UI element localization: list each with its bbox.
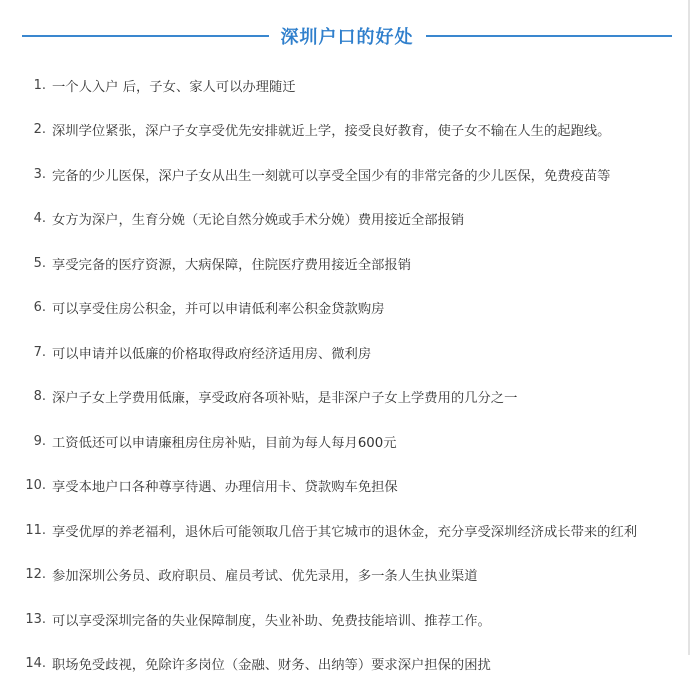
item-number: 5. (0, 256, 52, 271)
item-number: 1. (0, 78, 52, 93)
list-item (0, 553, 688, 598)
header-left-rule (22, 35, 269, 37)
item-number: 10. (0, 478, 52, 493)
list-item (0, 419, 688, 464)
item-text: 享受优厚的养老福利，退休后可能领取几倍于其它城市的退休金，充分享受深圳经济成长带来的红利 (52, 521, 637, 540)
item-text: 可以享受住房公积金，并可以申请低利率公积金贷款购房 (52, 298, 384, 317)
list-item (0, 286, 688, 331)
item-text: 完备的少儿医保，深户子女从出生一刻就可以享受全国少有的非常完备的少儿医保，免费疫苗等 (52, 165, 610, 184)
header-right-rule (426, 35, 673, 37)
item-number: 6. (0, 300, 52, 315)
item-text: 享受完备的医疗资源，大病保障，住院医疗费用接近全部报销 (52, 254, 411, 273)
list-item (0, 375, 688, 420)
item-number: 11. (0, 523, 52, 538)
item-number: 8. (0, 389, 52, 404)
section-header (22, 22, 672, 50)
list-item (0, 241, 688, 286)
item-number: 13. (0, 612, 52, 627)
section-title: 深圳户口的好处 (281, 23, 414, 49)
item-text: 深户子女上学费用低廉，享受政府各项补贴，是非深户子女上学费用的几分之一 (52, 387, 517, 406)
item-number: 7. (0, 345, 52, 360)
item-text: 工资低还可以申请廉租房住房补贴，目前为每人每月600元 (52, 432, 397, 451)
item-text: 参加深圳公务员、政府职员、雇员考试、优先录用，多一条人生执业渠道 (52, 565, 478, 584)
list-item (0, 642, 688, 686)
list-item (0, 152, 688, 197)
list-item (0, 197, 688, 242)
list-item (0, 108, 688, 153)
list-item (0, 508, 688, 553)
item-number: 14. (0, 656, 52, 671)
benefits-list (0, 63, 688, 686)
item-number: 12. (0, 567, 52, 582)
item-text: 职场免受歧视，免除许多岗位（金融、财务、出纳等）要求深户担保的困扰 (52, 654, 491, 673)
item-number: 9. (0, 434, 52, 449)
item-number: 4. (0, 211, 52, 226)
item-text: 享受本地户口各种尊享待遇、办理信用卡、贷款购车免担保 (52, 476, 398, 495)
item-text: 可以申请并以低廉的价格取得政府经济适用房、微利房 (52, 343, 371, 362)
item-text: 女方为深户，生育分娩（无论自然分娩或手术分娩）费用接近全部报销 (52, 209, 464, 228)
list-item (0, 597, 688, 642)
item-number: 2. (0, 122, 52, 137)
list-item (0, 63, 688, 108)
item-text: 深圳学位紧张，深户子女享受优先安排就近上学，接受良好教育，使子女不输在人生的起跑线。 (52, 120, 610, 139)
item-number: 3. (0, 167, 52, 182)
item-text: 一个人入户 后，子女、家人可以办理随迁 (52, 76, 296, 95)
list-item (0, 330, 688, 375)
list-item (0, 464, 688, 509)
item-text: 可以享受深圳完备的失业保障制度，失业补助、免费技能培训、推荐工作。 (52, 610, 491, 629)
